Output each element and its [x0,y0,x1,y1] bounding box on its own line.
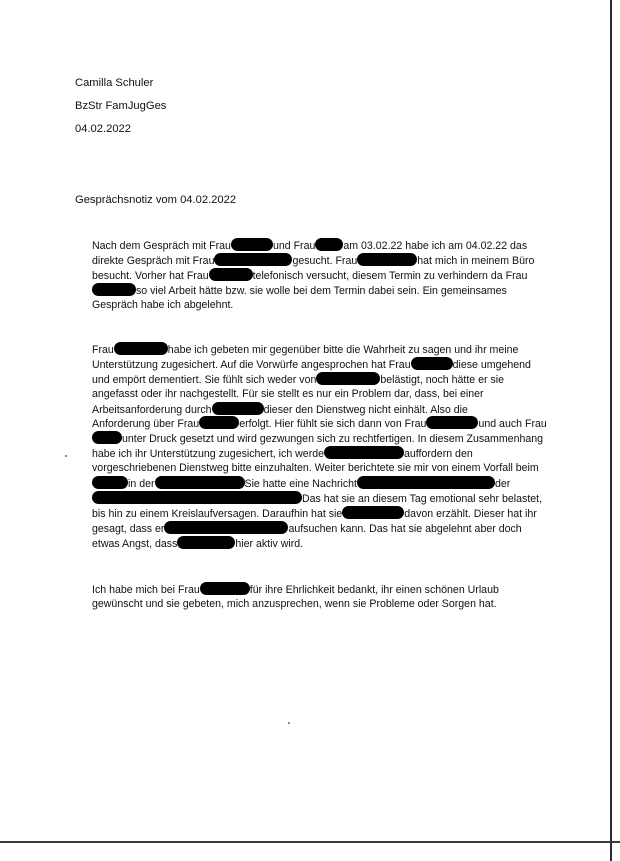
text-line [92,298,552,313]
text-segment: Sie hatte eine Nachricht [244,478,357,491]
text-segment: Arbeitsanforderung durch [92,403,212,416]
redaction-bar [199,416,239,429]
redaction-bar [212,402,264,415]
text-line [92,283,552,298]
text-segment: hat mich in meinem Büro [417,254,535,267]
header-date: 04.02.2022 [75,123,131,135]
text-segment: und auch Frau [478,418,547,431]
document-title: Gesprächsnotiz vom 04.02.2022 [75,194,237,206]
text-segment: angefasst oder ihr nachgestellt. Für sie stellt es nur ein Problem dar, dass, bei einer [92,387,484,400]
text-line [92,461,552,476]
redaction-bar [92,491,302,504]
text-segment: unter Druck gesetzt und wird gezwungen sich zu rechtfertigen. In diesem Zusammenhang [122,433,544,446]
text-segment: am 03.02.22 habe ich am 04.02.22 das [343,240,528,252]
text-line [92,431,552,446]
department: BzStr FamJugGes [75,100,167,112]
text-line [92,253,552,268]
redaction-bar [164,521,288,534]
letter-header [75,76,166,145]
text-segment: und empört dementiert. Sie fühlt sich weder von [92,373,317,386]
text-line [92,238,552,253]
redaction-bar [155,476,245,489]
text-line [92,402,552,417]
text-segment: davon erzählt. Dieser hat ihr [404,507,537,520]
text-segment: Ich habe mich bei Frau [92,584,200,596]
text-segment: belästigt, noch hätte er sie [380,373,505,386]
paragraph-2 [92,342,552,550]
text-segment: hier aktiv wird. [235,537,304,550]
scan-speck [288,722,290,724]
redaction-bar [357,253,417,266]
redaction-bar [426,416,478,429]
redaction-bar [200,582,250,595]
text-segment: etwas Angst, dass [92,537,178,550]
text-line [92,357,552,372]
text-segment: Anforderung über Frau [92,418,200,431]
text-line [92,536,552,551]
redaction-bar [92,283,136,296]
text-segment: und Frau [272,240,316,252]
redaction-bar [315,238,343,251]
redaction-bar [324,446,404,459]
text-segment: direkte Gespräch mit Frau [92,254,215,267]
text-segment: Nach dem Gespräch mit Frau [92,240,231,252]
redaction-bar [231,238,273,251]
redaction-bar [92,431,122,444]
redaction-bar [411,357,453,370]
text-line [92,446,552,461]
text-line [92,372,552,387]
text-segment: habe ich gebeten mir gegenüber bitte die Wahrheit zu sagen und ihr meine [167,344,519,356]
redaction-bar [214,253,292,266]
text-line [92,582,552,597]
text-line [92,521,552,536]
text-line [92,416,552,431]
text-segment: gesucht. Frau [292,254,358,267]
text-segment: auffordern den [404,448,473,461]
text-segment: Gespräch habe ich abgelehnt. [92,298,234,311]
paragraph-3 [92,582,552,612]
redaction-bar [114,342,168,355]
redaction-bar [177,536,235,549]
page-edge-bottom [0,841,620,843]
text-segment: vorgeschriebenen Dienstweg bitte einzuhalten. Weiter berichtete sie mir von einem Vorfall beim [92,462,539,475]
author-name: Camilla Schuler [75,77,154,89]
text-segment: gesagt, dass er [92,522,165,535]
paragraph-1 [92,238,552,312]
scan-speck [65,455,67,457]
text-segment: gewünscht und sie gebeten, mich anzusprechen, wenn sie Probleme oder Sorgen hat. [92,597,497,610]
redaction-bar [357,476,495,489]
text-line [92,597,552,612]
text-line [92,476,552,491]
text-segment: in der [128,478,155,491]
text-segment: habe ich ihr Unterstützung zugesichert, ich werde [92,448,325,461]
text-segment: besucht. Vorher hat Frau [92,269,209,282]
text-line [92,387,552,402]
redaction-bar [316,372,380,385]
text-segment: Das hat sie an diesem Tag emotional sehr belastet, [302,492,543,505]
redaction-bar [209,268,253,281]
redaction-bar [92,476,128,489]
text-segment: aufsuchen kann. Das hat sie abgelehnt aber doch [288,522,522,535]
text-segment: Unterstützung zugesichert. Auf die Vorwürfe angesprochen hat Frau [92,358,411,371]
text-segment: für ihre Ehrlichkeit bedankt, ihr einen schönen Urlaub [249,584,499,596]
text-line [92,342,552,357]
text-segment: bis hin zu einem Kreislaufversagen. Daraufhin hat sie [92,507,343,520]
text-segment: so viel Arbeit hätte bzw. sie wolle bei dem Termin dabei sein. Ein gemeinsames [136,284,507,297]
text-segment: Frau [92,344,114,356]
text-segment: diese umgehend [452,358,531,371]
text-line [92,491,552,506]
text-line [92,506,552,521]
page-edge-right [610,0,612,861]
text-segment: telefonisch versucht, diesem Termin zu verhindern da Frau [252,269,528,282]
text-segment: der [494,478,511,491]
text-segment: erfolgt. Hier fühlt sie sich dann von Frau [239,418,427,431]
redaction-bar [342,506,404,519]
text-line [92,268,552,283]
text-segment: dieser den Dienstweg nicht einhält. Also die [263,403,468,416]
